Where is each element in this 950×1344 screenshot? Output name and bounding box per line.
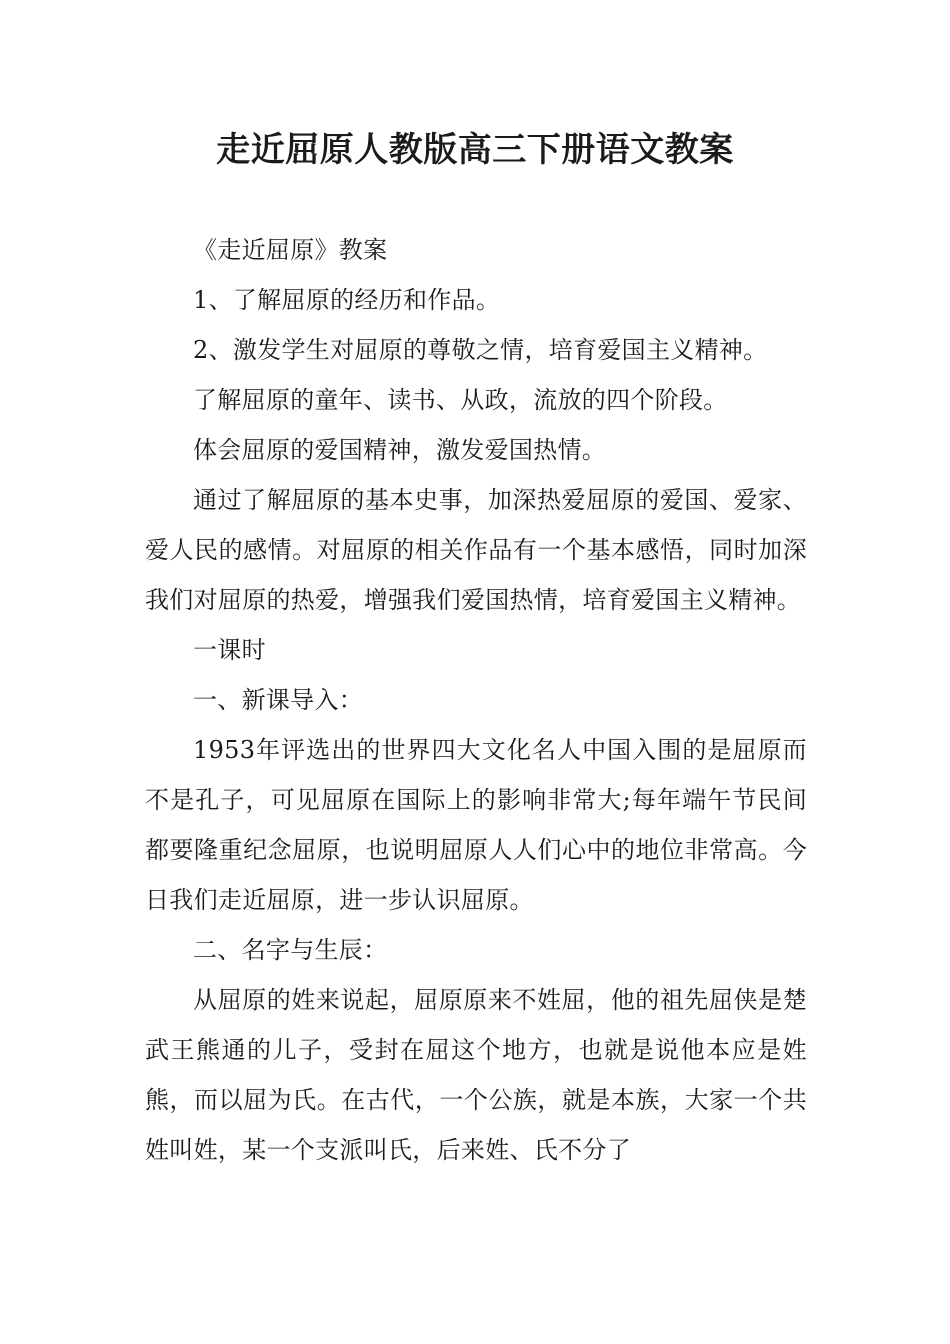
paragraph: 1、了解屈原的经历和作品。 [193,286,501,314]
section-heading: 一、新课导入： [193,686,364,714]
paragraph: 了解屈原的童年、读书、从政，流放的四个阶段。 [193,386,728,414]
section-heading: 二、名字与生辰： [193,936,388,964]
paragraph: 一课时 [193,636,266,664]
paragraph: 1953年评选出的世界四大文化名人中国入围的是屈原而不是孔子，可见屈原在国际上的影响非常大;每年端午节民间都要隆重纪念屈原，也说明屈原人人们心中的地位非常高。今日我们走近屈原，进一步认识屈原。 [145,736,807,914]
paragraph: 从屈原的姓来说起，屈原原来不姓屈，他的祖先屈侠是楚武王熊通的儿子，受封在屈这个地方，也就是说他本应是姓熊，而以屈为氏。在古代，一个公族，就是本族，大家一个共姓叫姓，某一个支派叫氏，后来姓、氏不分了 [145,986,807,1164]
paragraph: 通过了解屈原的基本史事，加深热爱屈原的爱国、爱家、爱人民的感情。对屈原的相关作品有一个基本感悟，同时加深我们对屈原的热爱，增强我们爱国热情，培育爱国主义精神。 [145,486,807,614]
paragraph: 2、激发学生对屈原的尊敬之情，培育爱国主义精神。 [193,336,768,364]
document-body [145,225,807,1175]
paragraph: 《走近屈原》教案 [193,236,388,264]
document-title: 走近屈原人教版高三下册语文教案 [216,130,734,170]
paragraph: 体会屈原的爱国精神，激发爱国热情。 [193,436,607,464]
